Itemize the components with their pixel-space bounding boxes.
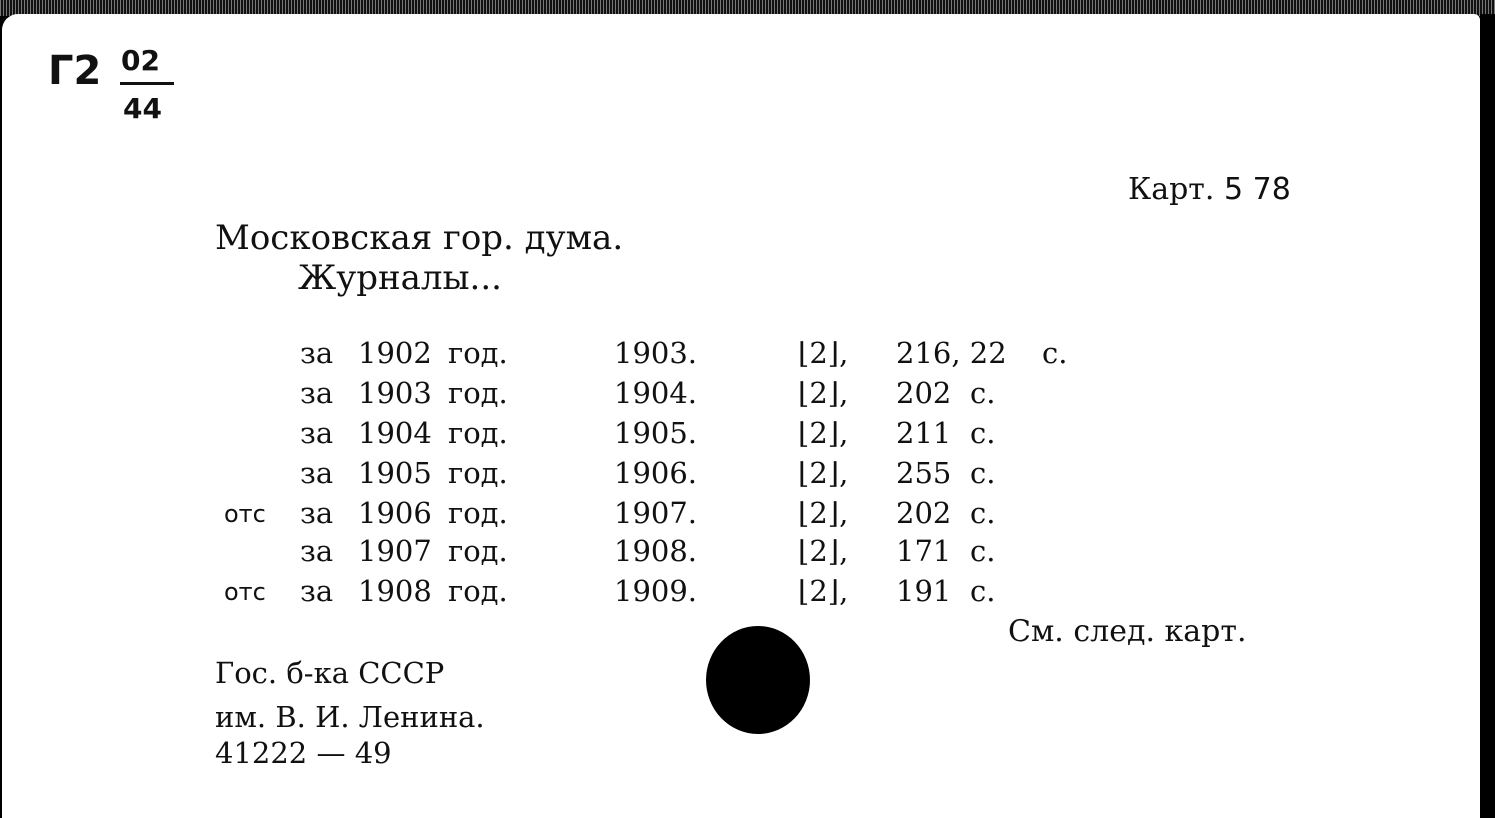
library-line-2: им. В. И. Ленина. [215,700,485,734]
entry-year: 1902 [358,336,432,370]
entry-s: с. [970,574,996,608]
entry-god: год. [448,336,508,370]
card-number-correction: 78 [1252,172,1291,207]
entry-god: год. [448,496,508,530]
entry-god: год. [448,456,508,490]
entry-pub: 1903. [614,336,698,370]
entry-year: 1906 [358,496,432,530]
entry-pub: 1905. [614,416,698,450]
entry-brack: ⌊2⌋, [798,456,849,490]
entry-za: за [300,534,334,568]
entry-year: 1903 [358,376,432,410]
entry-brack: ⌊2⌋, [798,496,849,530]
entry-prefix: отс [224,500,266,528]
entry-za: за [300,456,334,490]
card-subheading: Журналы... [298,258,502,298]
entry-prefix: отс [224,578,266,606]
entry-pages: 216, 22 [896,336,1007,370]
entry-god: год. [448,534,508,568]
library-line-1: Гос. б-ка СССР [215,656,445,690]
shelf-mark-denominator: 44 [123,92,162,125]
shelf-mark-numerator: 02 [121,44,160,77]
entry-pub: 1906. [614,456,698,490]
entry-s: с. [970,416,996,450]
entry-pub: 1909. [614,574,698,608]
scan-right-edge [1480,14,1495,818]
entry-god: год. [448,416,508,450]
entry-brack: ⌊2⌋, [798,336,849,370]
entry-za: за [300,416,334,450]
entry-year: 1904 [358,416,432,450]
card-label: Карт. [1128,172,1215,207]
entry-s: с. [970,456,996,490]
entry-pub: 1904. [614,376,698,410]
entry-za: за [300,376,334,410]
entry-s: с. [970,496,996,530]
entry-brack: ⌊2⌋, [798,376,849,410]
entry-brack: ⌊2⌋, [798,534,849,568]
shelf-mark-fraction-line [120,82,174,85]
entry-brack: ⌊2⌋, [798,574,849,608]
entry-s: с. [970,376,996,410]
entry-za: за [300,336,334,370]
entry-year: 1907 [358,534,432,568]
entry-pages: 202 [896,496,952,530]
entry-year: 1905 [358,456,432,490]
entry-pub: 1908. [614,534,698,568]
card-number-label [1128,172,1291,207]
entry-pages: 191 [896,574,952,608]
entry-year: 1908 [358,574,432,608]
handwritten-shelf-mark: Г2 [48,48,102,94]
entry-pub: 1907. [614,496,698,530]
entry-brack: ⌊2⌋, [798,416,849,450]
entry-s: с. [1042,336,1068,370]
entry-god: год. [448,376,508,410]
entry-pages: 202 [896,376,952,410]
entry-s: с. [970,534,996,568]
library-line-3: 41222 — 49 [215,736,392,770]
entry-za: за [300,574,334,608]
entry-pages: 211 [896,416,952,450]
see-next-card-note: См. след. карт. [1008,614,1247,649]
entry-za: за [300,496,334,530]
entry-pages: 255 [896,456,952,490]
entry-pages: 171 [896,534,952,568]
card-number: 5 [1224,172,1244,207]
punch-hole [706,626,810,734]
entry-god: год. [448,574,508,608]
card-heading: Московская гор. дума. [215,218,624,258]
